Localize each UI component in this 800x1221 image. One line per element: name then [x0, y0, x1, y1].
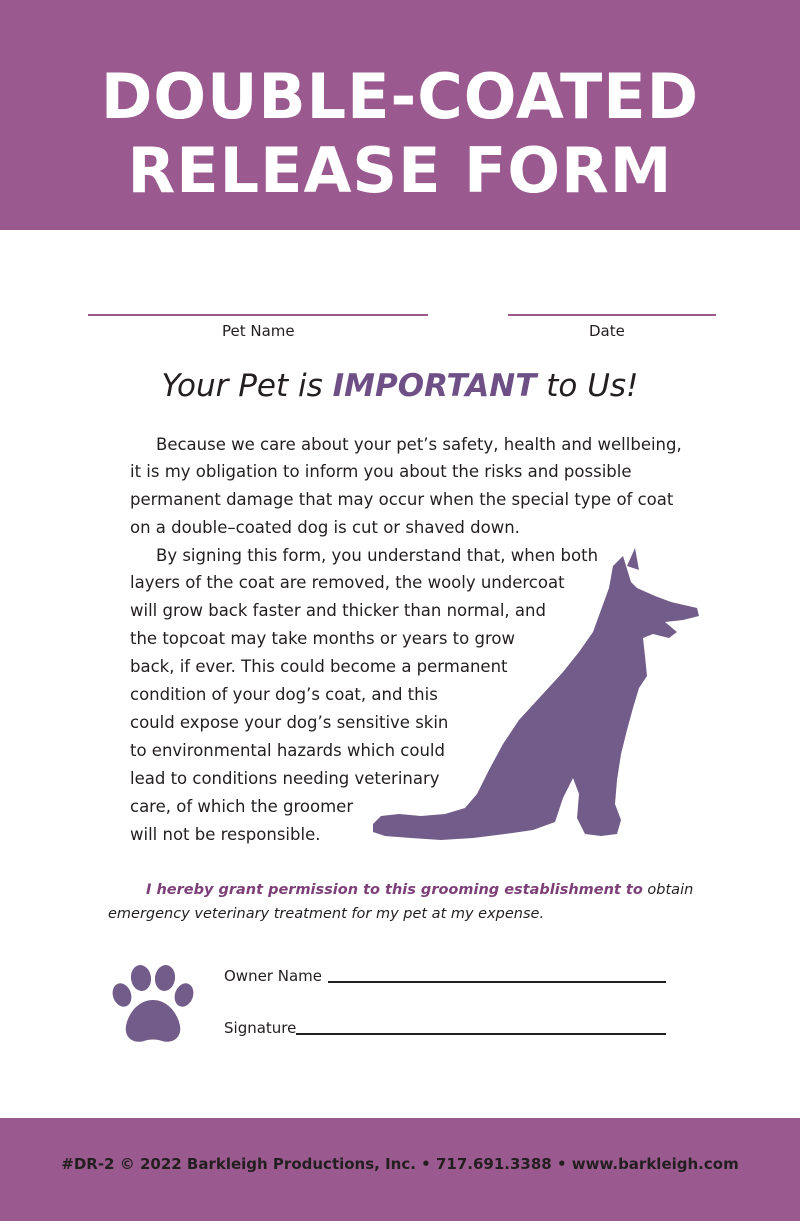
headline-after: to Us!: [536, 368, 639, 404]
headline-before: Your Pet is: [161, 368, 333, 404]
body-line: to environmental hazards which could: [130, 741, 445, 760]
owner-name-label: Owner Name: [224, 967, 322, 985]
paw-print-icon: [108, 962, 198, 1046]
dog-silhouette-icon: [365, 548, 705, 848]
signature-label: Signature: [224, 1019, 297, 1037]
body-line: care, of which the groomer: [130, 797, 354, 816]
body-line: Because we care about your pet’s safety, health and wellbeing,: [156, 435, 682, 454]
form-title-line-1: DOUBLE-COATED: [100, 60, 700, 133]
body-line: lead to conditions needing veterinary: [130, 769, 440, 788]
body-line: on a double–coated dog is cut or shaved down.: [130, 518, 520, 537]
body-line: condition of your dog’s coat, and this: [130, 685, 438, 704]
headline-emphasis: IMPORTANT: [332, 368, 537, 404]
body-line: permanent damage that may occur when the special type of coat: [130, 490, 674, 509]
body-line: will not be responsible.: [130, 825, 321, 844]
date-line[interactable]: [508, 314, 716, 316]
body-line: it is my obligation to inform you about the risks and possible: [130, 462, 632, 481]
form-title-line-2: RELEASE FORM: [127, 134, 673, 207]
body-line: the topcoat may take months or years to grow: [130, 629, 515, 648]
permission-lead: I hereby grant permission to this grooming establishment to: [146, 882, 643, 898]
body-line: back, if ever. This could become a permanent: [130, 657, 508, 676]
permission-line-1: [146, 882, 693, 898]
permission-line-2: emergency veterinary treatment for my pet at my expense.: [108, 906, 545, 922]
date-label: Date: [589, 322, 625, 340]
body-line: will grow back faster and thicker than normal, and: [130, 601, 546, 620]
pet-name-line[interactable]: [88, 314, 428, 316]
signature-line[interactable]: [296, 1033, 666, 1035]
body-line: By signing this form, you understand that, when both: [156, 546, 599, 565]
headline: [0, 368, 800, 404]
pet-name-label: Pet Name: [222, 322, 295, 340]
body-line: layers of the coat are removed, the wooly undercoat: [130, 573, 565, 592]
permission-rest: obtain: [642, 882, 694, 898]
body-line: could expose your dog’s sensitive skin: [130, 713, 449, 732]
owner-name-line[interactable]: [328, 981, 666, 983]
footer-copyright: #DR-2 © 2022 Barkleigh Productions, Inc. • 717.691.3388 • www.barkleigh.com: [61, 1155, 739, 1173]
